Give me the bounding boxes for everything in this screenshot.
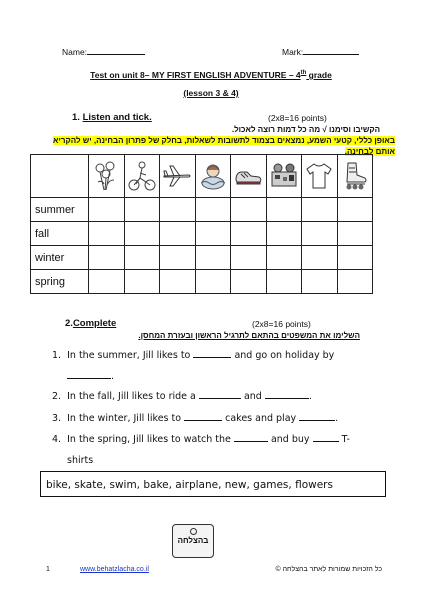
tick-cell[interactable] [231, 246, 267, 270]
tick-cell[interactable] [302, 198, 338, 222]
tick-cell[interactable] [231, 198, 267, 222]
tick-cell[interactable] [302, 246, 338, 270]
tick-cell[interactable] [124, 246, 160, 270]
flowers-icon [92, 160, 120, 192]
q3-text-b: cakes and play [225, 413, 297, 424]
tick-cell[interactable] [231, 270, 267, 294]
season-label: summer [31, 198, 89, 222]
name-label: Name: [62, 47, 88, 57]
tick-cell[interactable] [160, 270, 196, 294]
copyright-text: כל הזכויות שמורות לאתר בהצלחה © [275, 566, 382, 573]
q2-blank-1[interactable] [199, 398, 241, 399]
question-1: 1. In the summer, Jill likes to and go on holiday by [52, 350, 335, 361]
q4-text-c: T- [341, 434, 350, 445]
site-link[interactable]: www.behatzlacha.co.il [80, 566, 149, 573]
mark-field[interactable] [282, 47, 359, 57]
section1-instruction: הקשיבו וסימנו √ מה כל דמות רוצה לאכול. [231, 125, 380, 134]
tick-cell[interactable] [302, 222, 338, 246]
picture-cell [266, 155, 302, 198]
bike-icon [127, 160, 157, 192]
title-text: Test on unit 8– MY FIRST ENGLISH ADVENTURE – 4 [90, 70, 301, 80]
table-row [31, 222, 373, 246]
q1-blank-2[interactable] [67, 378, 111, 379]
picture-cell [160, 155, 196, 198]
tick-cell[interactable] [195, 246, 231, 270]
tick-cell[interactable] [160, 246, 196, 270]
tick-cell[interactable] [195, 270, 231, 294]
tick-cell[interactable] [195, 222, 231, 246]
brand-logo [172, 524, 214, 558]
page-number: 1 [46, 566, 50, 573]
picture-cell [89, 155, 125, 198]
q2-text-b: and [243, 391, 262, 402]
section2-instruction-text: השלימו את המשפטים בהתאם לתרגיל הראשון ובעזרת המחסן. [138, 331, 360, 340]
name-field[interactable] [62, 47, 145, 57]
q3-blank-2[interactable] [299, 420, 335, 421]
picture-cell [302, 155, 338, 198]
page-title [0, 70, 422, 80]
listen-tick-table [30, 154, 373, 294]
tick-cell[interactable] [89, 198, 125, 222]
season-label: spring [31, 270, 89, 294]
lessons-subtitle: (lesson 3 & 4) [183, 88, 239, 98]
question-3: 3. In the winter, Jill likes to cakes and play . [52, 413, 339, 424]
picture-cell [124, 155, 160, 198]
word-bank: bike, skate, swim, bake, airplane, new, games, flowers [40, 471, 386, 497]
section1-note-text: באופן כללי, קטעי השמע, נמצאים בצמוד לתשובות לשאלות, בחלק של פתרון הבחינה, יש להקריא אותם לבחינה. [53, 136, 395, 156]
tick-cell[interactable] [337, 246, 373, 270]
tick-cell[interactable] [266, 222, 302, 246]
tick-cell[interactable] [89, 246, 125, 270]
question-1-cont: . [67, 371, 114, 382]
games-icon [269, 160, 299, 192]
section2-points: (2x8=16 points) [252, 319, 311, 329]
tick-cell[interactable] [89, 222, 125, 246]
mark-label: Mark: [282, 47, 304, 57]
section2-heading [65, 318, 116, 329]
tick-cell[interactable] [337, 270, 373, 294]
section2-number: 2. [65, 318, 73, 329]
q2-text-a: In the fall, Jill likes to ride a [67, 391, 196, 402]
picture-cell [195, 155, 231, 198]
tick-cell[interactable] [266, 246, 302, 270]
skate-shoe-icon [233, 160, 263, 192]
section1-number: 1. [72, 112, 80, 123]
tick-cell[interactable] [266, 270, 302, 294]
q2-blank-2[interactable] [265, 398, 309, 399]
table-row [31, 246, 373, 270]
section2-title: Complete [72, 318, 117, 329]
season-label: winter [31, 246, 89, 270]
corner-cell [31, 155, 89, 198]
tick-cell[interactable] [266, 198, 302, 222]
rollerblade-icon [340, 160, 370, 192]
question-4: 4. In the spring, Jill likes to watch the and buy T- [52, 434, 350, 445]
q4-blank-1[interactable] [234, 441, 268, 442]
q1-text-a: In the summer, Jill likes to [67, 350, 191, 361]
picture-cell [337, 155, 373, 198]
tick-cell[interactable] [302, 270, 338, 294]
logo-hole-icon [190, 528, 197, 535]
table-row [31, 270, 373, 294]
title-sup: th [300, 70, 307, 77]
q3-blank-1[interactable] [184, 420, 222, 421]
tick-cell[interactable] [231, 222, 267, 246]
tick-cell[interactable] [124, 198, 160, 222]
table-row [31, 198, 373, 222]
title-end: grade [306, 70, 332, 80]
tick-cell[interactable] [160, 222, 196, 246]
tick-cell[interactable] [337, 222, 373, 246]
section1-heading [72, 112, 152, 123]
logo-text: בהצלחה [177, 536, 209, 545]
tick-cell[interactable] [124, 222, 160, 246]
q4-text-b: and buy [270, 434, 310, 445]
q1-text-b: and go on holiday by [234, 350, 335, 361]
question-2: 2. In the fall, Jill likes to ride a and . [52, 391, 312, 402]
airplane-icon [162, 160, 192, 192]
swim-icon [198, 160, 228, 192]
tick-cell[interactable] [89, 270, 125, 294]
season-label: fall [31, 222, 89, 246]
q4-text-d: shirts [67, 455, 94, 466]
q3-text-a: In the winter, Jill likes to [67, 413, 182, 424]
section1-points: (2x8=16 points) [268, 113, 327, 123]
t-shirt-icon [304, 160, 334, 192]
picture-cell [231, 155, 267, 198]
section1-title: Listen and tick. [82, 112, 152, 123]
tick-cell[interactable] [160, 198, 196, 222]
tick-cell[interactable] [124, 270, 160, 294]
q4-blank-2[interactable] [313, 441, 339, 442]
tick-cell[interactable] [337, 198, 373, 222]
tick-cell[interactable] [195, 198, 231, 222]
q1-blank-1[interactable] [193, 357, 231, 358]
q4-text-a: In the spring, Jill likes to watch the [67, 434, 231, 445]
section2-instruction [40, 331, 360, 340]
